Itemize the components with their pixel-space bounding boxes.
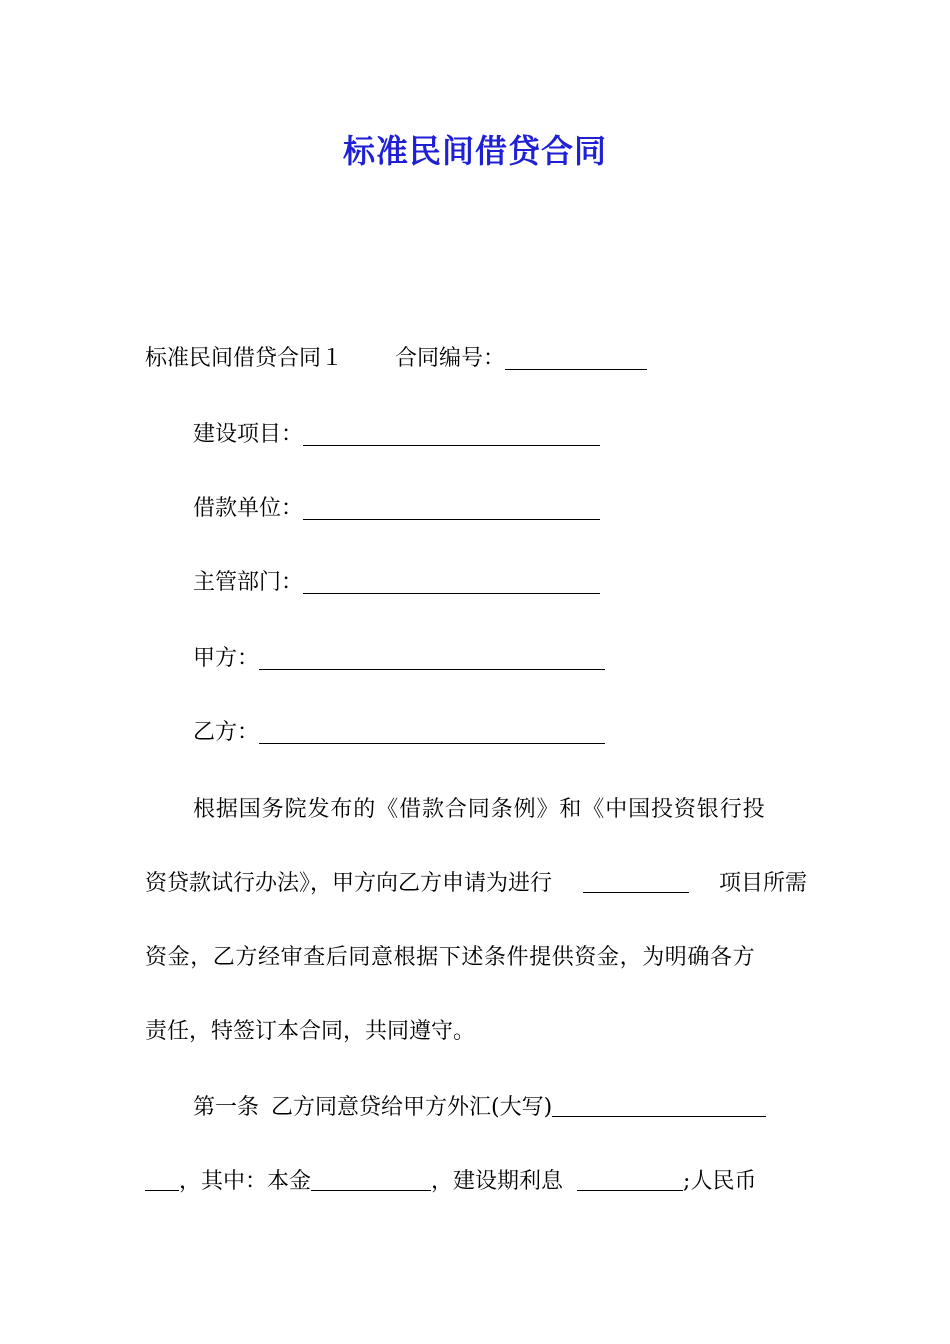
contract-number-label: 合同编号： [395,346,506,371]
construction-interest-blank [577,1170,683,1191]
field-construction-project [193,420,600,450]
paragraph-text: 责任，特签订本合同，共同遵守。 [145,1019,476,1044]
field-borrower-unit [193,494,600,524]
article-1-line-1 [193,1090,805,1121]
contract-header [145,344,647,374]
field-blank [259,649,605,670]
paragraph-text: 项目所需 [718,871,807,896]
document-title: 标准民间借贷合同 [342,132,607,170]
paragraph-1-line-1 [193,792,805,823]
paragraph-text: 根据国务院发布的《借款合同条例》和《中国投资银行投 [193,797,766,822]
paragraph-text: 乙方同意贷给甲方外汇(大写) [271,1095,553,1120]
field-label: 借款单位： [193,496,304,521]
field-blank [303,573,600,594]
paragraph-1-line-3 [145,940,807,971]
contract-number-blank [505,349,647,370]
article-1-line-2 [145,1164,807,1195]
paragraph-1-line-2 [145,866,807,897]
project-blank [583,872,689,893]
amount-blank-continued [145,1170,179,1191]
field-supervising-dept [193,568,600,598]
field-party-b [193,718,605,748]
paragraph-text: 资贷款试行办法》，甲方向乙方申请为进行 [145,871,553,896]
paragraph-text: 资金，乙方经审查后同意根据下述条件提供资金，为明确各方 [145,945,756,970]
field-label: 建设项目： [193,422,304,447]
principal-blank [311,1170,431,1191]
field-label: 主管部门： [193,570,304,595]
paragraph-1-line-4 [145,1014,807,1045]
field-blank [303,425,600,446]
paragraph-text: ;人民币 [683,1169,757,1194]
article-number: 第一条 [193,1095,260,1120]
amount-in-words-blank [552,1096,766,1117]
field-blank [303,499,600,520]
paragraph-text: ，建设期利息 [431,1169,564,1194]
field-label: 乙方： [193,720,260,745]
field-blank [259,723,605,744]
paragraph-text: ，其中：本金 [179,1169,312,1194]
field-party-a [193,644,605,674]
subtitle: 标准民间借贷合同１ [145,346,344,371]
field-label: 甲方： [193,646,260,671]
